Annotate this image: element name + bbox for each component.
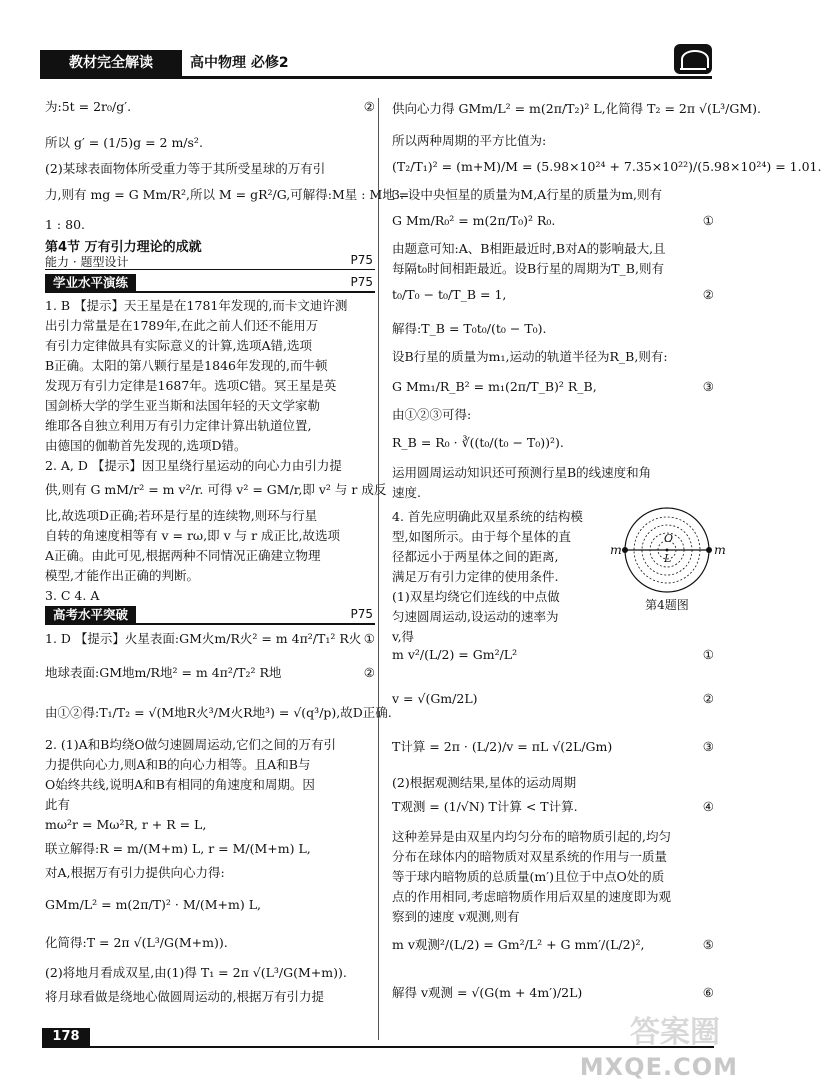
exercise-tag-label: 学业水平演练: [45, 274, 136, 291]
text-line: 察到的速度 v观测,则有: [392, 909, 520, 924]
exercise-tag-label: 高考水平突破: [45, 606, 136, 623]
text-line: (2)根据观测结果,星体的运动周期: [392, 775, 577, 790]
subsection-bar: [45, 253, 375, 270]
subsection-page: P75: [350, 253, 373, 267]
text-line: 供向心力得 GMm/L² = m(2π/T₂)² L,化简得 T₂ = 2π √(L³/GM).: [392, 101, 762, 116]
text-line: 由德国的伽勒首先发现的,选项D错。: [45, 438, 247, 453]
text-line: v = √(Gm/2L) ②: [392, 691, 714, 706]
text-line: 设B行星的质量为m₁,运动的轨道半径为R_B,则有:: [392, 349, 668, 364]
text-line: 4. 首先应明确此双星系统的结构模: [392, 509, 583, 524]
binary-star-figure: [610, 506, 726, 616]
text-line: 模型,才能作出正确的判断。: [45, 568, 199, 583]
text-line: 自转的角速度相等有 v = rω,即 v 与 r 成正比,故选项: [45, 528, 341, 543]
book-title: 高中物理 必修2: [190, 55, 289, 71]
exercise-tag-page: P75: [350, 275, 373, 289]
text-line: 出引力常量是在1789年,在此之前人们还不能用万: [45, 318, 319, 333]
center-label: O: [664, 532, 674, 545]
text-line: T计算 = 2π · (L/2)/v = πL √(2L/Gm) ③: [392, 739, 714, 754]
text-line: 将月球看做是绕地心做圆周运动的,根据万有引力提: [45, 989, 324, 1004]
exercise-tag: [45, 606, 375, 625]
text-line: v,得: [392, 629, 415, 644]
text-line: 3. 设中央恒星的质量为M,A行星的质量为m,则有: [392, 187, 663, 202]
text-line: 国剑桥大学的学生亚当斯和法国年轻的天文学家勒: [45, 398, 321, 413]
watermark-text: MXQE.COM: [579, 1053, 738, 1081]
text-line: 解得 v观测 = √(G(m + 4m′)/2L) ⑥: [392, 985, 714, 1000]
distance-label: L: [664, 552, 672, 565]
text-line: 供,则有 G mM/r² = m v²/r. 可得 v² = GM/r,即 v² 与 r 成反: [45, 482, 387, 497]
exercise-tag: [45, 274, 375, 293]
text-line: 所以两种周期的平方比值为:: [392, 133, 547, 148]
text-line: 2. A, D 【提示】因卫星绕行星运动的向心力由引力提: [45, 458, 342, 473]
text-line: 等于球内暗物质的总质量(m′)且位于中点O处的质: [392, 869, 665, 884]
text-line: (T₂/T₁)² = (m+M)/M = (5.98×10²⁴ + 7.35×10²²)/(5.98×10²⁴) = 1.01.: [392, 159, 821, 174]
text-line: 2. (1)A和B均绕O做匀速圆周运动,它们之间的万有引: [45, 737, 337, 752]
page-number: 178: [42, 1028, 90, 1046]
header-rule: [40, 76, 712, 79]
text-line: O始终共线,说明A和B有相同的角速度和周期。因: [45, 777, 315, 792]
book-name: 教材完全解读: [40, 50, 182, 76]
text-line: 匀速圆周运动,设运动的速率为: [392, 609, 559, 624]
text-line: 这种差异是由双星内均匀分布的暗物质引起的,均匀: [392, 829, 671, 844]
text-line: 所以 g′ = (1/5)g = 2 m/s².: [45, 135, 203, 150]
text-line: 点的作用相同,考虑暗物质作用后双星的速度即为观: [392, 889, 671, 904]
text-line: 为:5t = 2r₀/g′. ②: [45, 99, 375, 114]
text-line: m v²/(L/2) = Gm²/L² ①: [392, 647, 714, 662]
text-line: t₀/T₀ − t₀/T_B = 1, ②: [392, 287, 714, 302]
text-line: 化简得:T = 2π √(L³/G(M+m)).: [45, 935, 228, 950]
text-line: 由题意可知:A、B相距最近时,B对A的影响最大,且: [392, 241, 666, 256]
text-line: 有引力定律做具有实际意义的计算,选项A错,选项: [45, 338, 312, 353]
text-line: mω²r = Mω²R, r + R = L,: [45, 817, 207, 832]
figure-caption: 第4题图: [645, 598, 689, 612]
text-line: 径都远小于两星体之间的距离,: [392, 549, 559, 564]
text-line: (2)将地月看成双星,由(1)得 T₁ = 2π √(L³/G(M+m)).: [45, 965, 347, 980]
text-line: 比,故选项D正确;若环是行星的连续物,则环与行星: [45, 508, 318, 523]
star-label-left: m: [610, 542, 622, 557]
text-line: 力,则有 mg = G Mm/R²,所以 M = gR²/G,可解得:M星 : M地 =: [45, 187, 410, 202]
subsection-label: 能力 · 题型设计: [45, 255, 129, 269]
text-line: 地球表面:GM地m/R地² = m 4π²/T₂² R地 ②: [45, 665, 375, 680]
text-line: 发现万有引力定律是1687年。选项C错。冥王星是英: [45, 378, 337, 393]
text-line: 3. C 4. A: [45, 588, 100, 603]
text-line: G Mm₁/R_B² = m₁(2π/T_B)² R_B, ③: [392, 379, 714, 394]
column-divider: [378, 98, 379, 1040]
text-line: A正确。由此可见,根据两种不同情况正确建立物理: [45, 548, 321, 563]
text-line: 每隔t₀时间相距最近。设B行星的周期为T_B,则有: [392, 261, 664, 276]
watermark-logo: 答案圈: [630, 1015, 720, 1050]
text-line: 解得:T_B = T₀t₀/(t₀ − T₀).: [392, 321, 547, 336]
text-line: (1)双星均绕它们连线的中点做: [392, 589, 560, 604]
exercise-tag-page: P75: [350, 607, 373, 621]
text-line: 对A,根据万有引力提供向心力得:: [45, 865, 225, 880]
text-line: 1. B 【提示】天王星是在1781年发现的,而卡文迪许测: [45, 298, 348, 313]
text-line: 1. D 【提示】火星表面:GM火m/R火² = m 4π²/T₁² R火 ①: [45, 631, 375, 646]
text-line: 力提供向心力,则A和B的向心力相等。且A和B与: [45, 757, 311, 772]
text-line: 速度.: [392, 485, 421, 500]
text-line: 由①②得:T₁/T₂ = √(M地R火³/M火R地³) = √(q³/p),故D正确.: [45, 705, 392, 720]
text-line: GMm/L² = m(2π/T)² · M/(M+m) L,: [45, 897, 261, 912]
text-line: 型,如图所示。由于每个星体的直: [392, 529, 571, 544]
binary-star-diagram: [618, 506, 716, 594]
section-title: 第4节 万有引力理论的成就: [45, 240, 202, 255]
text-line: 1 : 80.: [45, 217, 85, 232]
text-line: 维耶各自独立利用万有引力定律计算出轨道位置,: [45, 418, 312, 433]
page-header: [40, 50, 712, 76]
text-line: m v观测²/(L/2) = Gm²/L² + G mm′/(L/2)², ⑤: [392, 937, 714, 952]
text-line: 运用圆周运动知识还可预测行星B的线速度和角: [392, 465, 652, 480]
text-line: R_B = R₀ · ∛((t₀/(t₀ − T₀))²).: [392, 435, 564, 450]
text-line: B正确。太阳的第八颗行星是1846年发现的,而牛顿: [45, 358, 328, 373]
text-line: 由①②③可得:: [392, 407, 472, 422]
text-line: 此有: [45, 797, 71, 812]
text-line: G Mm/R₀² = m(2π/T₀)² R₀. ①: [392, 213, 714, 228]
text-line: 分布在球体内的暗物质对双星系统的作用与一质量: [392, 849, 668, 864]
text-line: (2)某球表面物体所受重力等于其所受星球的万有引: [45, 161, 326, 176]
footer-rule: [42, 1046, 714, 1048]
text-line: T观测 = (1/√N) T计算 < T计算. ④: [392, 799, 714, 814]
text-line: 满足万有引力定律的使用条件.: [392, 569, 559, 584]
text-line: 联立解得:R = m/(M+m) L, r = M/(M+m) L,: [45, 841, 311, 856]
star-label-right: m: [714, 542, 726, 557]
publisher-logo-icon: [674, 44, 712, 74]
